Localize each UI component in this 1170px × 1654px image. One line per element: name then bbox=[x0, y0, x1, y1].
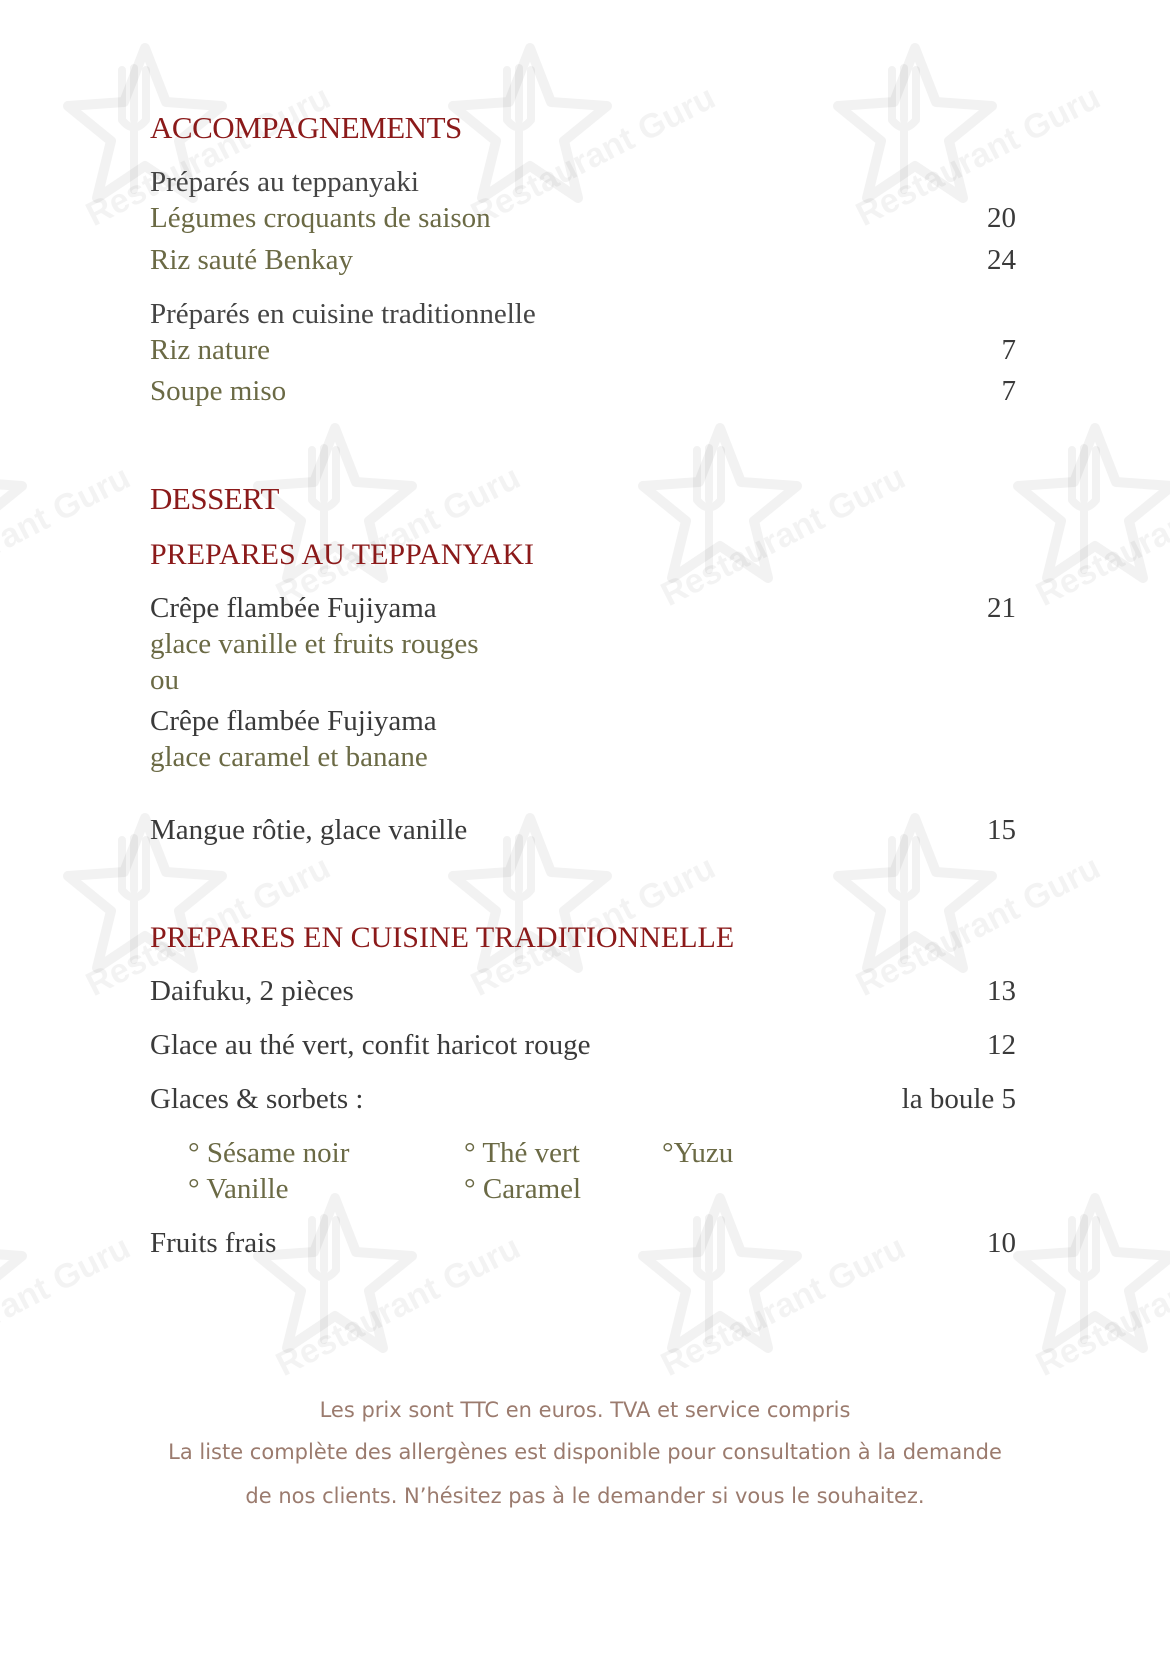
item-price: 12 bbox=[987, 1029, 1016, 1061]
menu-item-row bbox=[150, 334, 1016, 374]
section-title-dessert: DESSERT bbox=[150, 481, 279, 516]
item-name: Crêpe flambée Fujiyama bbox=[150, 592, 437, 624]
watermark-tile bbox=[635, 1190, 840, 1420]
watermark-tile bbox=[0, 1190, 65, 1420]
menu-item-row bbox=[150, 975, 1016, 1015]
watermark-tile bbox=[1010, 420, 1170, 650]
item-price: 20 bbox=[987, 202, 1016, 234]
group-label-traditionnelle: Préparés en cuisine traditionnelle bbox=[150, 298, 536, 330]
subsection-title-traditionnelle: PREPARES EN CUISINE TRADITIONNELLE bbox=[150, 921, 735, 954]
item-name: Mangue rôtie, glace vanille bbox=[150, 814, 468, 846]
menu-item-row bbox=[150, 244, 1016, 284]
group-label-teppanyaki: Préparés au teppanyaki bbox=[150, 166, 419, 198]
fork-star-icon bbox=[1010, 1190, 1170, 1380]
subsection-title-teppanyaki: PREPARES AU TEPPANYAKI bbox=[150, 538, 535, 571]
item-price: 13 bbox=[987, 975, 1016, 1007]
item-name: Riz sauté Benkay bbox=[150, 244, 353, 276]
item-name: Daifuku, 2 pièces bbox=[150, 975, 354, 1007]
item-price: 24 bbox=[987, 244, 1016, 276]
menu-item-row bbox=[150, 1083, 1016, 1123]
fork-star-icon bbox=[635, 1190, 805, 1380]
item-description: glace caramel et banane bbox=[150, 741, 428, 773]
item-name: Légumes croquants de saison bbox=[150, 202, 491, 234]
item-name: Fruits frais bbox=[150, 1227, 277, 1259]
watermark-text bbox=[0, 458, 137, 615]
fork-star-icon bbox=[0, 1190, 30, 1380]
item-name: Riz nature bbox=[150, 334, 270, 366]
or-separator: ou bbox=[150, 664, 179, 696]
watermark-text bbox=[0, 1228, 137, 1385]
item-name: Soupe miso bbox=[150, 375, 287, 407]
item-price: 21 bbox=[987, 592, 1016, 624]
item-price: 15 bbox=[987, 814, 1016, 846]
item-price: 7 bbox=[1001, 334, 1016, 366]
item-name: Glace au thé vert, confit haricot rouge bbox=[150, 1029, 591, 1061]
flavor-item: ° Vanille bbox=[188, 1173, 289, 1205]
fork-star-icon bbox=[635, 420, 805, 610]
item-price: 10 bbox=[987, 1227, 1016, 1259]
menu-item-row bbox=[150, 592, 1016, 632]
item-price: la boule 5 bbox=[901, 1083, 1016, 1115]
item-name: Crêpe flambée Fujiyama bbox=[150, 705, 437, 737]
menu-item-row bbox=[150, 814, 1016, 854]
watermark-text bbox=[1030, 458, 1170, 615]
item-description: glace vanille et fruits rouges bbox=[150, 628, 479, 660]
watermark-tile bbox=[1010, 1190, 1170, 1420]
menu-item-row bbox=[150, 375, 1016, 415]
flavor-item: ° Caramel bbox=[464, 1173, 582, 1205]
fork-star-icon bbox=[0, 420, 30, 610]
menu-item-row bbox=[150, 202, 1016, 242]
section-title-accompagnements: ACCOMPAGNEMENTS bbox=[150, 110, 462, 145]
item-price: 7 bbox=[1001, 375, 1016, 407]
watermark-text bbox=[1030, 1228, 1170, 1385]
watermark-tile bbox=[250, 1190, 455, 1420]
fork-star-icon bbox=[250, 1190, 420, 1380]
flavor-item: ° Thé vert bbox=[464, 1137, 580, 1169]
footer-prices-note: Les prix sont TTC en euros. TVA et service compris bbox=[319, 1398, 851, 1422]
footer-allergens-note-cont: de nos clients. N’hésitez pas à le demander si vous le souhaitez. bbox=[245, 1484, 925, 1508]
menu-item-row bbox=[150, 1227, 1016, 1267]
item-name: Glaces & sorbets : bbox=[150, 1083, 364, 1115]
fork-star-icon bbox=[1010, 420, 1170, 610]
menu-item-row bbox=[150, 1029, 1016, 1069]
footer-allergens-note: La liste complète des allergènes est disponible pour consultation à la demande bbox=[168, 1440, 1002, 1464]
watermark-tile bbox=[0, 420, 65, 650]
flavor-item: °Yuzu bbox=[662, 1137, 734, 1169]
flavor-item: ° Sésame noir bbox=[188, 1137, 350, 1169]
